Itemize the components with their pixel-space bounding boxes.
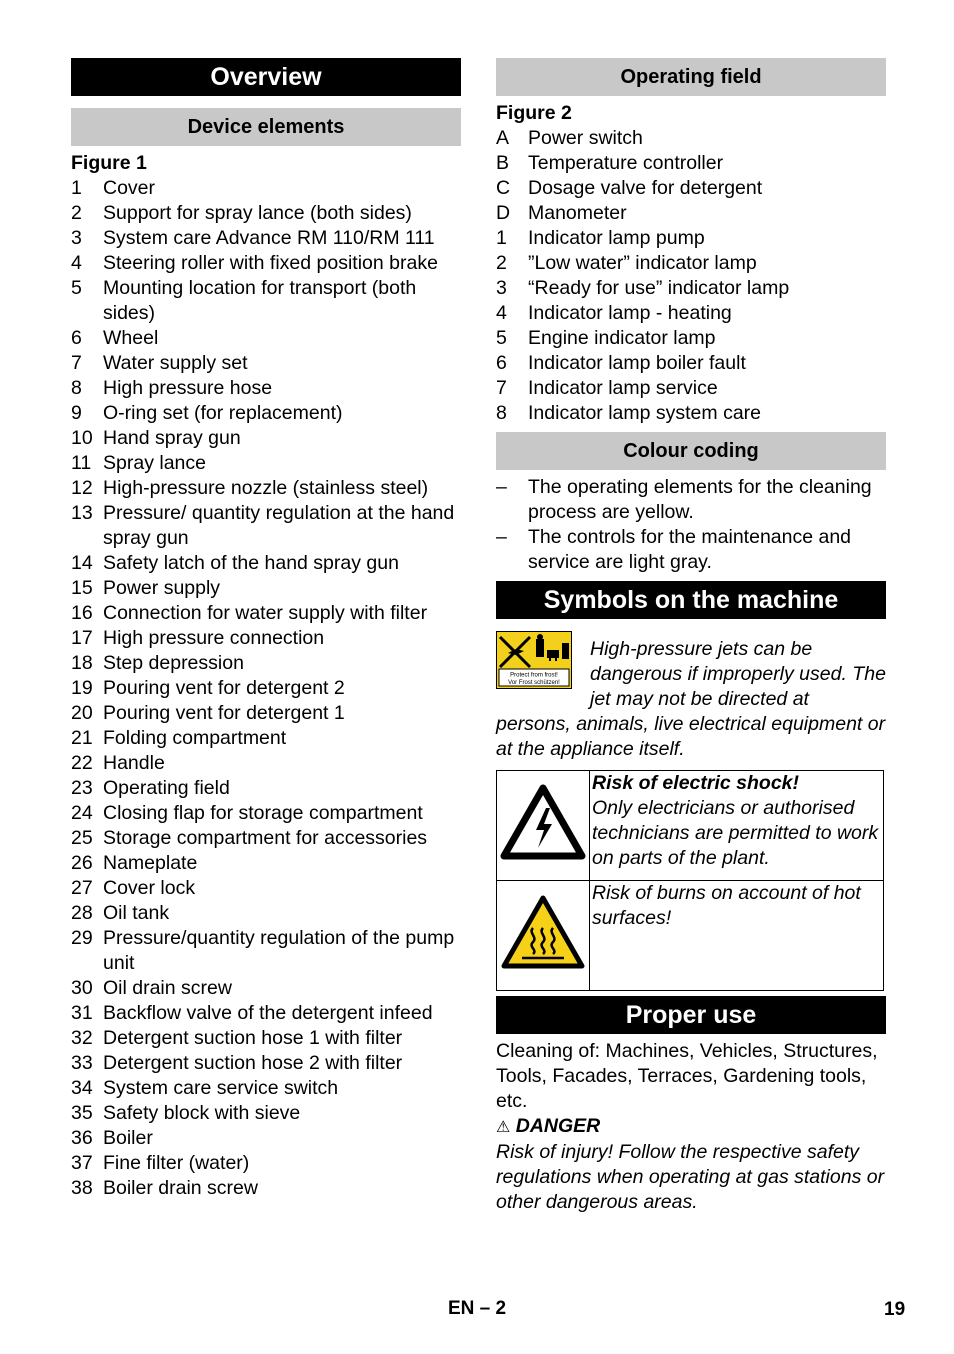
- device-element-item-marker: 28: [71, 902, 93, 924]
- figure-2-label: Figure 2: [496, 102, 572, 124]
- device-element-item-marker: 3: [71, 227, 82, 249]
- device-element-item: [71, 1001, 461, 1026]
- device-element-item: [71, 251, 461, 276]
- pressure-symbol-block: [496, 631, 886, 762]
- colour-coding-item-marker: –: [496, 526, 507, 548]
- device-element-item: [71, 551, 461, 576]
- operating-field-heading: Operating field: [496, 58, 886, 96]
- device-element-item-marker: 27: [71, 877, 93, 899]
- page-number: 19: [884, 1299, 906, 1320]
- device-element-item: [71, 576, 461, 601]
- operating-field-item: [496, 376, 886, 401]
- operating-field-item: [496, 226, 886, 251]
- device-element-item: [71, 176, 461, 201]
- operating-field-list: [496, 126, 886, 426]
- device-element-item-text: Step depression: [103, 652, 244, 674]
- device-element-item-text: O-ring set (for replacement): [103, 402, 343, 424]
- device-element-item: [71, 351, 461, 376]
- colour-coding-item-text: The controls for the maintenance and service are light gray.: [528, 526, 852, 573]
- device-element-item-marker: 34: [71, 1077, 93, 1099]
- device-element-item: [71, 1026, 461, 1051]
- operating-field-item: [496, 126, 886, 151]
- device-element-item: [71, 476, 461, 501]
- operating-field-item-marker: C: [496, 177, 511, 199]
- device-element-item-text: Boiler drain screw: [103, 1177, 258, 1199]
- device-element-item-text: Backflow valve of the detergent infeed: [103, 1002, 433, 1024]
- device-element-item-marker: 4: [71, 252, 82, 274]
- device-element-item: [71, 201, 461, 226]
- device-element-item-text: Detergent suction hose 1 with filter: [103, 1027, 403, 1049]
- device-element-item-text: Spray lance: [103, 452, 206, 474]
- operating-field-item: [496, 176, 886, 201]
- operating-field-item: [496, 351, 886, 376]
- burn-text: Risk of burns on account of hot surfaces!: [592, 882, 861, 929]
- operating-field-item-text: Manometer: [528, 202, 627, 224]
- pressure-warning-text: High-pressure jets can be dangerous if improperly used. The jet may not be directed at persons, animals, live electrical equipment or at the appliance itself.: [496, 638, 886, 760]
- operating-field-item: [496, 251, 886, 276]
- device-element-item-marker: 16: [71, 602, 93, 624]
- device-element-item-text: Oil drain screw: [103, 977, 232, 999]
- device-element-item-text: System care service switch: [103, 1077, 339, 1099]
- operating-field-item: [496, 201, 886, 226]
- device-element-item-text: System care Advance RM 110/RM 111: [103, 227, 435, 249]
- operating-field-item-text: ”Low water” indicator lamp: [528, 252, 757, 274]
- device-element-item-text: Wheel: [103, 327, 159, 349]
- device-element-item: [71, 426, 461, 451]
- electric-shock-icon: [500, 784, 586, 860]
- device-element-item-text: Safety latch of the hand spray gun: [103, 552, 399, 574]
- device-element-item-text: Folding compartment: [103, 727, 287, 749]
- device-element-item: [71, 1176, 461, 1201]
- device-element-item-text: Connection for water supply with filter: [103, 602, 428, 624]
- device-element-item-text: Steering roller with fixed position brake: [103, 252, 438, 274]
- device-element-item-marker: 35: [71, 1102, 93, 1124]
- device-element-item-marker: 9: [71, 402, 82, 424]
- device-element-item-text: High-pressure nozzle (stainless steel): [103, 477, 429, 499]
- operating-field-item-marker: 2: [496, 252, 507, 274]
- device-element-item: [71, 226, 461, 251]
- device-element-item: [71, 451, 461, 476]
- device-element-item: [71, 826, 461, 851]
- operating-field-item-marker: D: [496, 202, 511, 224]
- operating-field-item-text: Indicator lamp system care: [528, 402, 762, 424]
- operating-field-item-text: Temperature controller: [528, 152, 724, 174]
- device-element-item-marker: 36: [71, 1127, 93, 1149]
- device-element-item: [71, 751, 461, 776]
- device-element-item-text: Fine filter (water): [103, 1152, 250, 1174]
- operating-field-item-marker: 5: [496, 327, 507, 349]
- operating-field-item-marker: B: [496, 152, 510, 174]
- device-element-item-marker: 37: [71, 1152, 93, 1174]
- device-element-item: [71, 851, 461, 876]
- device-element-item: [71, 1151, 461, 1176]
- operating-field-item-marker: 6: [496, 352, 507, 374]
- operating-field-item-text: “Ready for use” indicator lamp: [528, 277, 790, 299]
- device-element-item-text: Closing flap for storage compartment: [103, 802, 423, 824]
- device-element-item-text: Oil tank: [103, 902, 170, 924]
- device-elements-heading: Device elements: [71, 108, 461, 146]
- operating-field-item: [496, 276, 886, 301]
- device-element-item: [71, 801, 461, 826]
- device-element-item-text: Pressure/ quantity regulation at the hand spray gun: [103, 502, 455, 549]
- device-element-item-marker: 17: [71, 627, 93, 649]
- device-element-item: [71, 401, 461, 426]
- operating-field-item-text: Indicator lamp pump: [528, 227, 705, 249]
- device-element-item-marker: 14: [71, 552, 93, 574]
- device-element-item-text: Pouring vent for detergent 1: [103, 702, 345, 724]
- device-element-item-marker: 38: [71, 1177, 93, 1199]
- high-pressure-warning-icon: [496, 631, 572, 689]
- colour-coding-item-marker: –: [496, 476, 507, 498]
- device-element-item-marker: 21: [71, 727, 93, 749]
- device-element-item-marker: 30: [71, 977, 93, 999]
- electric-shock-text-cell: [590, 771, 884, 881]
- hot-surface-text-cell: [590, 881, 884, 991]
- danger-heading: [496, 1114, 886, 1140]
- danger-label: DANGER: [515, 1115, 601, 1137]
- operating-field-item-marker: 4: [496, 302, 507, 324]
- device-element-item: [71, 651, 461, 676]
- device-element-item: [71, 976, 461, 1001]
- danger-warning-icon: ⚠: [496, 1119, 511, 1136]
- operating-field-item-text: Dosage valve for detergent: [528, 177, 763, 199]
- device-element-item-text: Safety block with sieve: [103, 1102, 301, 1124]
- device-element-item-marker: 12: [71, 477, 93, 499]
- device-element-item: [71, 676, 461, 701]
- operating-field-item: [496, 401, 886, 426]
- device-element-item-marker: 31: [71, 1002, 93, 1024]
- shock-title: Risk of electric shock!: [592, 772, 799, 794]
- device-element-item-marker: 23: [71, 777, 93, 799]
- device-element-item-marker: 1: [71, 177, 82, 199]
- device-element-item-marker: 6: [71, 327, 82, 349]
- operating-field-item-text: Indicator lamp service: [528, 377, 718, 399]
- operating-field-item: [496, 326, 886, 351]
- device-element-item-text: Mounting location for transport (both sides): [103, 277, 417, 324]
- colour-coding-item: [496, 475, 886, 525]
- svg-text:Vor Frost schützen!: Vor Frost schützen!: [508, 680, 560, 686]
- device-element-item-text: Nameplate: [103, 852, 198, 874]
- shock-text: Only electricians or authorised technicians are permitted to work on parts of the plant.: [592, 797, 879, 869]
- overview-heading: Overview: [71, 58, 461, 96]
- device-element-item: [71, 626, 461, 651]
- operating-field-item: [496, 151, 886, 176]
- proper-use-heading: Proper use: [496, 996, 886, 1034]
- colour-coding-item-text: The operating elements for the cleaning process are yellow.: [528, 476, 872, 523]
- device-element-item-text: Pouring vent for detergent 2: [103, 677, 345, 699]
- device-element-item-text: Detergent suction hose 2 with filter: [103, 1052, 403, 1074]
- hot-surface-icon-cell: [497, 881, 590, 991]
- device-element-item-text: Cover lock: [103, 877, 196, 899]
- device-element-item-marker: 5: [71, 277, 82, 299]
- operating-field-item-marker: 3: [496, 277, 507, 299]
- device-element-item-text: Power supply: [103, 577, 221, 599]
- device-element-item-text: Hand spray gun: [103, 427, 241, 449]
- symbols-heading: Symbols on the machine: [496, 581, 886, 619]
- device-element-item: [71, 276, 461, 326]
- proper-use-text: Cleaning of: Machines, Vehicles, Structures, Tools, Facades, Terraces, Gardening tools, etc.: [496, 1040, 878, 1112]
- colour-coding-item: [496, 525, 886, 575]
- hot-surface-icon: [500, 894, 586, 970]
- operating-field-item-marker: 7: [496, 377, 507, 399]
- svg-text:Protect from frost!: Protect from frost!: [510, 672, 558, 679]
- operating-field-item-text: Indicator lamp - heating: [528, 302, 732, 324]
- device-element-item-text: Cover: [103, 177, 156, 199]
- device-element-item-text: Pressure/quantity regulation of the pump unit: [103, 927, 455, 974]
- device-element-item: [71, 726, 461, 751]
- device-element-item-text: Handle: [103, 752, 165, 774]
- device-element-item: [71, 876, 461, 901]
- device-elements-list: [71, 176, 461, 1201]
- device-element-item: [71, 1101, 461, 1126]
- device-element-item-text: Water supply set: [103, 352, 248, 374]
- operating-field-item-marker: 8: [496, 402, 507, 424]
- device-element-item-marker: 22: [71, 752, 93, 774]
- device-element-item-marker: 33: [71, 1052, 93, 1074]
- device-element-item: [71, 376, 461, 401]
- device-element-item: [71, 701, 461, 726]
- device-element-item-text: High pressure connection: [103, 627, 325, 649]
- footer-section-label: EN – 2: [448, 1298, 507, 1319]
- electric-shock-icon-cell: [497, 771, 590, 881]
- warning-table: [496, 770, 884, 991]
- device-element-item-marker: 25: [71, 827, 93, 849]
- device-element-item: [71, 901, 461, 926]
- left-column: [71, 58, 461, 1201]
- device-element-item-marker: 19: [71, 677, 93, 699]
- colour-coding-list: [496, 475, 886, 575]
- device-element-item-marker: 26: [71, 852, 93, 874]
- device-element-item-marker: 8: [71, 377, 82, 399]
- operating-field-item-text: Indicator lamp boiler fault: [528, 352, 746, 374]
- right-column: [496, 58, 886, 1215]
- device-element-item-marker: 13: [71, 502, 93, 524]
- danger-text: Risk of injury! Follow the respective safety regulations when operating at gas stations or other dangerous areas.: [496, 1141, 885, 1213]
- device-element-item: [71, 326, 461, 351]
- device-element-item-text: Boiler: [103, 1127, 153, 1149]
- colour-coding-heading: Colour coding: [496, 432, 886, 470]
- operating-field-item: [496, 301, 886, 326]
- device-element-item: [71, 601, 461, 626]
- device-element-item-marker: 2: [71, 202, 82, 224]
- figure-1-label: Figure 1: [71, 152, 147, 174]
- operating-field-item-marker: 1: [496, 227, 507, 249]
- device-element-item-marker: 18: [71, 652, 93, 674]
- device-element-item: [71, 926, 461, 976]
- device-element-item-marker: 20: [71, 702, 93, 724]
- device-element-item-text: Support for spray lance (both sides): [103, 202, 412, 224]
- device-element-item-marker: 7: [71, 352, 82, 374]
- device-element-item-marker: 32: [71, 1027, 93, 1049]
- device-element-item-text: Storage compartment for accessories: [103, 827, 428, 849]
- operating-field-item-marker: A: [496, 127, 510, 149]
- device-element-item: [71, 501, 461, 551]
- device-element-item: [71, 1126, 461, 1151]
- device-element-item-marker: 11: [71, 452, 92, 474]
- device-element-item: [71, 776, 461, 801]
- operating-field-item-text: Power switch: [528, 127, 643, 149]
- operating-field-item-text: Engine indicator lamp: [528, 327, 716, 349]
- device-element-item: [71, 1051, 461, 1076]
- device-element-item-marker: 15: [71, 577, 93, 599]
- device-element-item-marker: 29: [71, 927, 93, 949]
- device-element-item-marker: 24: [71, 802, 93, 824]
- device-element-item-text: High pressure hose: [103, 377, 273, 399]
- device-element-item: [71, 1076, 461, 1101]
- device-element-item-text: Operating field: [103, 777, 230, 799]
- device-element-item-marker: 10: [71, 427, 93, 449]
